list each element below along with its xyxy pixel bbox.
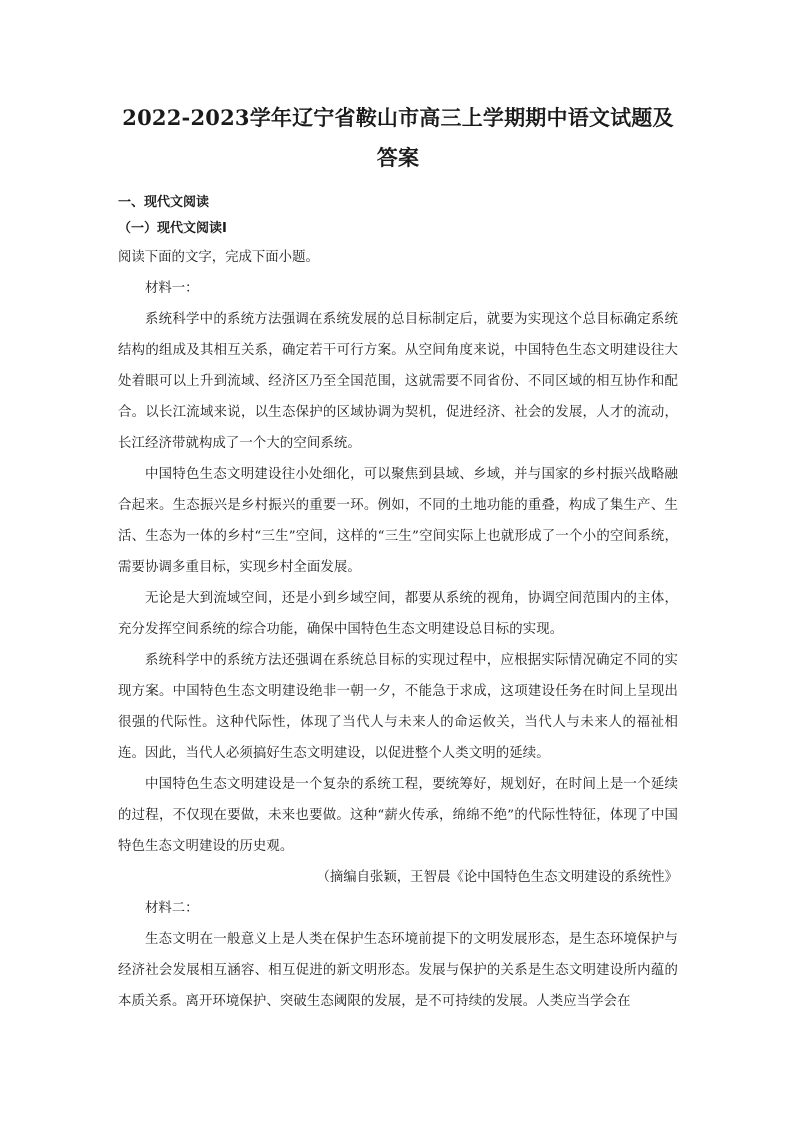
material-one-paragraph: 无论是大到流域空间，还是小到乡域空间，都要从系统的视角，协调空间范围内的主体，充分发挥空间系统的综合功能，确保中国特色生态文明建设总目标的实现。 [118, 591, 678, 637]
material-one-paragraph: 系统科学中的系统方法还强调在系统总目标的实现过程中，应根据实际情况确定不同的实现方案。中国特色生态文明建设绝非一朝一夕，不能急于求成，这项建设任务在时间上呈现出很强的代际性。这种代际性，体现了当代人与未来人的命运攸关，当代人与未来人的福祉相连。因此，当代人必须搞好生态文明建设，以促进整个人类文明的延续。 [118, 653, 678, 761]
document-body [118, 98, 678, 1017]
material-one-paragraph: 系统科学中的系统方法强调在系统发展的总目标制定后，就要为实现这个总目标确定系统结构的组成及其相互关系，确定若干可行方案。从空间角度来说，中国特色生态文明建设往大处着眼可以上升到流域、经济区乃至全国范围，这就需要不同省份、不同区域的相互协作和配合。以长江流域来说，以生态保护的区域协调为契机，促进经济、社会的发展，人才的流动，长江经济带就构成了一个大的空间系统。 [118, 312, 678, 451]
material-two-label: 材料二： [145, 901, 199, 916]
material-two-paragraph: 生态文明在一般意义上是人类在保护生态环境前提下的文明发展形态，是生态环境保护与经济社会发展相互涵容、相互促进的新文明形态。发展与保护的关系是生态文明建设所内蕴的本质关系。离开环境保护、突破生态阈限的发展，是不可持续的发展。人类应当学会在 [118, 932, 678, 1009]
material-one-paragraph: 中国特色生态文明建设往小处细化，可以聚焦到县域、乡域，并与国家的乡村振兴战略融合起来。生态振兴是乡村振兴的重要一环。例如，不同的土地功能的重叠，构成了集生产、生活、生态为一体的乡村“三生”空间，这样的“三生”空间实际上也就形成了一个小的空间系统，需要协调多重目标，实现乡村全面发展。 [118, 467, 678, 575]
material-one-label: 材料一： [145, 281, 199, 296]
document-title: 2022-2023学年辽宁省鞍山市高三上学期期中语文试题及答案 [122, 105, 674, 170]
subsection-heading: （一）现代文阅读Ⅰ [118, 221, 227, 236]
section-heading: 一、现代文阅读 [118, 195, 210, 210]
material-one-paragraph: 中国特色生态文明建设是一个复杂的系统工程，要统筹好，规划好，在时间上是一个延续的过程，不仅现在要做，未来也要做。这种“薪火传承，绵绵不绝”的代际性特征，体现了中国特色生态文明建设的历史观。 [118, 777, 678, 854]
material-one-source: （摘编自张颖，王智晨《论中国特色生态文明建设的系统性》 [316, 870, 678, 885]
reading-instruction: 阅读下面的文字，完成下面小题。 [118, 250, 319, 265]
